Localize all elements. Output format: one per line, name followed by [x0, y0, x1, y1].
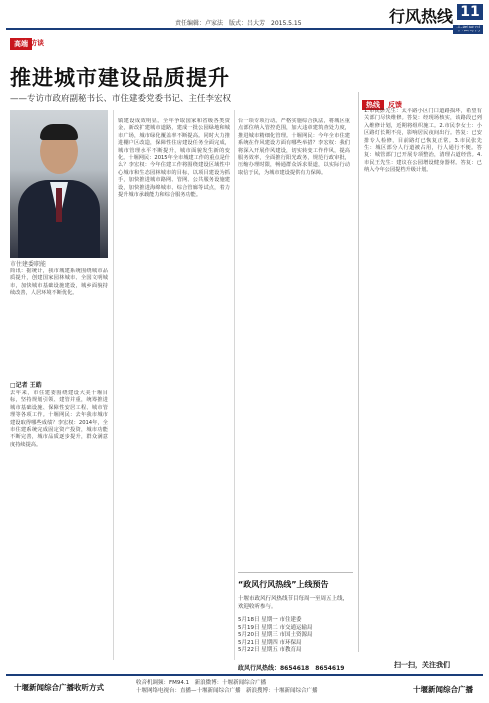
- top-rule: [6, 28, 483, 30]
- schedule-item: 5月18日 星期一 市住建委: [238, 617, 302, 623]
- hotline-preview-box: [238, 572, 353, 672]
- photo-tie: [56, 188, 62, 222]
- article-intro: 简讯：据统计，我市城建系统围绕城市品质提升，创建国家园林城市、全国文明城市，加快城市基础设施建设，城乡面貌持续改善，人居环境不断优化。: [10, 268, 108, 297]
- column-divider: [234, 110, 235, 660]
- column-name: 访谈: [30, 39, 44, 47]
- hotline-preview-title: “政风行风热线”上线预告: [238, 580, 329, 589]
- article-byline: □记者 王皓: [10, 382, 42, 389]
- column-divider: [113, 110, 114, 660]
- article-subheadline: ——专访市政府副秘书长、市住建委党委书记、主任李宏权: [10, 94, 232, 104]
- masthead: [363, 4, 483, 27]
- sidebar-text: 1.市民彭先生：太平路小区门口道路损坏，希望有关部门尽快维修。答复：经现场核实，该路段已列入维修计划，近期将组织施工。2.市民李女士：小区路灯长期不亮，影响居民夜间出行。答复：已安排专人检修，目前路灯已恢复正常。3.市民张先生：城区部分人行道被占用，行人通行不便。答复：城管部门已开展专项整治，清理占道经营。4.市民王先生：建议在公园增设健身器材。答复：已纳入今年公园提档升级计划。: [364, 108, 482, 174]
- column-tag: 高端: [10, 38, 32, 50]
- schedule-item: 5月21日 星期四 市环保局: [238, 639, 302, 646]
- sidebar-tag: 热线: [362, 100, 384, 110]
- schedule-item: 5月22日 星期五 市教育局: [238, 647, 302, 653]
- masthead-meta: 责任编辑：卢家法 版式：吕大芳 2015.5.15: [175, 20, 302, 27]
- sidebar-scan-label: 扫一扫，关注我们: [394, 661, 450, 669]
- footer-left-label: 十堰新闻综合广播收听方式: [14, 683, 104, 692]
- footer-mid-line: 收音机调频：FM94.1 新浪微博：十堰新闻综合广播: [136, 680, 267, 686]
- hotline-schedule: [238, 617, 353, 655]
- sidebar-tag-sub: 反馈: [388, 101, 402, 109]
- photo-hair: [40, 124, 78, 140]
- footer-bar: [6, 674, 483, 702]
- page-number: 11: [457, 4, 483, 20]
- photo-caption: 市住建委职能: [10, 261, 47, 268]
- schedule-item: 5月19日 星期二 市交通运输局: [238, 624, 313, 631]
- footer-right-label: 十堰新闻综合广播: [413, 685, 473, 694]
- article-column-b: 镇建设成效明显。全年争取国家和省级各类资金，新改扩建城市道路，建成一批公园绿地和城市广场，城市绿化覆盖率不断提高。同时大力推进棚户区改造，保障性住房建设任务全面完成，城市管理水平不断提升，城市面貌发生新的变化。十堰网民：2015年全市城建工作的重点是什么？李宏权：今年住建工作将围绕建设区域性中心城市和生态园林城市的目标，以项目建设为抓手，加快推进城市路网、管网、公共服务设施建设，加快推进海绵城市、综合管廊等试点，着力提升城市承载能力和综合服务功能。: [118, 118, 230, 199]
- article-headline: 推进城市建设品质提升: [10, 65, 230, 90]
- portrait-photo: [10, 110, 108, 258]
- section-title: 行风热线: [388, 7, 453, 26]
- hotline-phone: 政风行风热线：8654618 8654619: [238, 664, 345, 672]
- footer-mid: [136, 679, 366, 695]
- article-column-a: 去年来，市住建委围绕建设大美十堰目标，坚持规划引领、建管并重，统筹推进城市基础设施、保障性安居工程、城市管理等各项工作。十堰网民：去年我市城市建设取得哪些成绩？李宏权：2014年，全市住建系统完成固定资产投资，城市功能不断完善，城市品质逐步提升，群众满意度持续提高。: [10, 390, 108, 448]
- hotline-preview-intro: 十堰市政风行风热线节目每周一至周五上线，欢迎收听参与。: [238, 596, 349, 610]
- footer-mid-line: 十堰网络电视台：直播—十堰新闻综合广播 新浪搜博：十堰新闻综合广播: [136, 688, 318, 694]
- article-column-c: 台一项专项行动。严格实施综合执法，将城区重点部位纳入管控范围，加大违章建筑查处力度，推进城市精细化管理。十堰网民：今年全市住建系统在作风建设方面有哪些举措？李宏权：我们将深入开展作风建设，切实转变工作作风，提高服务效率，全面推行阳光政务，规范行政审批，压缩办理时限，畅通群众诉求渠道，以实际行动取信于民，为城市建设提供有力保障。: [238, 118, 350, 176]
- schedule-item: 5月20日 星期三 市国土资源局: [238, 632, 313, 638]
